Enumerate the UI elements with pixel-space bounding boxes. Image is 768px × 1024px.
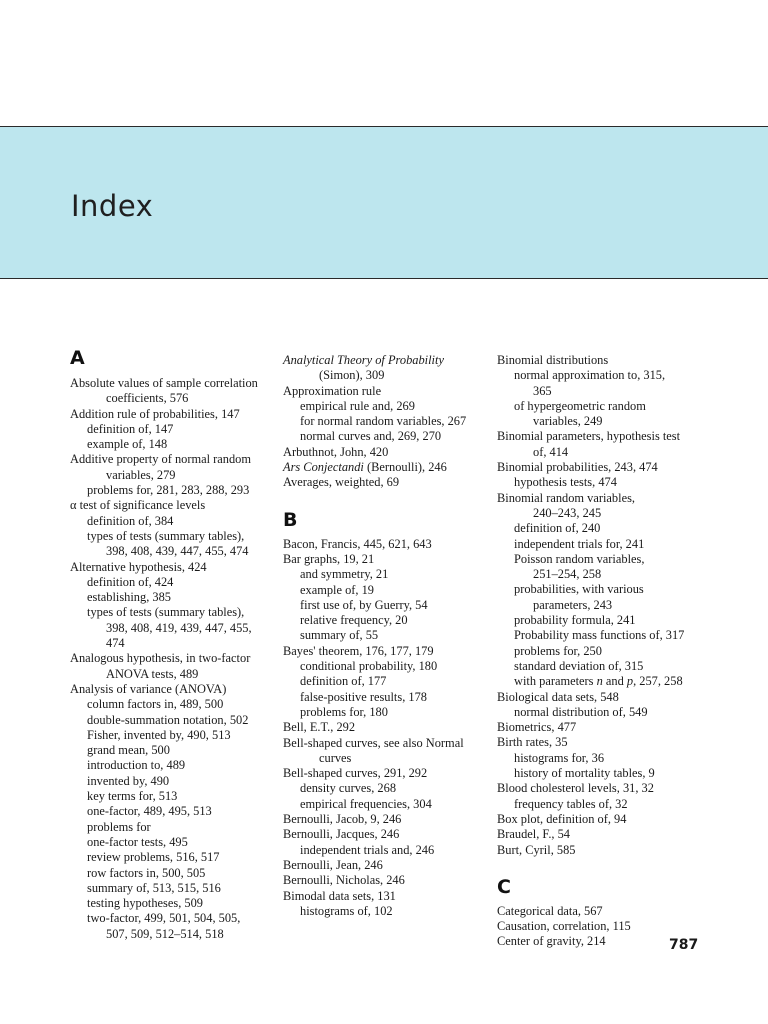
index-entry: 240–243, 245 — [533, 505, 602, 520]
index-subentry-text: and — [602, 674, 627, 689]
index-subentry: Fisher, invented by, 490, 513 — [87, 727, 231, 742]
index-entry: (Simon), 309 — [319, 368, 385, 383]
index-subentry: normal approximation to, 315, — [514, 368, 666, 383]
index-subentry: problems for, 281, 283, 288, 293 — [87, 483, 250, 498]
index-subentry: independent trials and, 246 — [300, 842, 435, 857]
index-entry: Bell-shaped curves, see also Normal — [283, 735, 464, 750]
index-subentry: two-factor, 499, 501, 504, 505, — [87, 911, 241, 926]
index-subentry: probability formula, 241 — [514, 613, 636, 628]
index-entry: ANOVA tests, 489 — [106, 666, 199, 681]
index-entry: Box plot, definition of, 94 — [497, 811, 627, 826]
index-entry: variables, 279 — [106, 467, 176, 482]
index-subentry: testing hypotheses, 509 — [87, 896, 203, 911]
index-entry: Addition rule of probabilities, 147 — [70, 406, 240, 421]
index-entry: Arbuthnot, John, 420 — [283, 444, 389, 459]
index-subentry — [497, 674, 707, 689]
index-subentry: review problems, 516, 517 — [87, 850, 220, 865]
index-subentry: 474 — [106, 636, 125, 651]
chapter-banner — [0, 126, 768, 279]
index-subentry: empirical rule and, 269 — [300, 398, 415, 413]
index-subentry: and symmetry, 21 — [300, 567, 389, 582]
index-entry: Bell-shaped curves, 291, 292 — [283, 766, 428, 781]
index-entry: Bar graphs, 19, 21 — [283, 551, 375, 566]
index-subentry: definition of, 424 — [87, 574, 174, 589]
index-subentry: invented by, 490 — [87, 773, 170, 788]
index-entry: coefficients, 576 — [106, 391, 189, 406]
index-entry: α test of significance levels — [70, 498, 206, 513]
index-subentry: row factors in, 500, 505 — [87, 865, 206, 880]
index-subentry: 398, 408, 419, 439, 447, 455, — [106, 620, 252, 635]
index-subentry: summary of, 55 — [300, 628, 379, 643]
index-subentry-text: , 257, 258 — [633, 674, 683, 689]
index-subentry: histograms of, 102 — [300, 903, 393, 918]
index-subentry: one-factor, 489, 495, 513 — [87, 804, 212, 819]
page-number: 787 — [669, 937, 699, 953]
index-entry: of, 414 — [533, 444, 569, 459]
index-entry-text: (Bernoulli), 246 — [363, 460, 447, 475]
index-entry: Center of gravity, 214 — [497, 934, 606, 949]
index-subentry: problems for, 250 — [514, 643, 602, 658]
index-subentry: conditional probability, 180 — [300, 659, 438, 674]
index-subentry: Poisson random variables, — [514, 551, 645, 566]
index-subentry: empirical frequencies, 304 — [300, 796, 432, 811]
index-subentry: double-summation notation, 502 — [87, 712, 249, 727]
index-subentry: Probability mass functions of, 317 — [514, 628, 685, 643]
index-entry: Birth rates, 35 — [497, 735, 568, 750]
index-entry: Binomial distributions — [497, 353, 609, 367]
section-letter-c: C — [497, 875, 511, 898]
index-subentry: types of tests (summary tables), — [87, 528, 245, 543]
index-subentry: of hypergeometric random — [514, 398, 646, 413]
index-subentry: example of, 148 — [87, 437, 168, 452]
index-subentry: example of, 19 — [300, 582, 374, 597]
index-subentry: 398, 408, 439, 447, 455, 474 — [106, 544, 249, 559]
section-letter-a: A — [70, 347, 85, 369]
index-subentry: hypothesis tests, 474 — [514, 475, 617, 490]
index-entry: Bell, E.T., 292 — [283, 720, 356, 735]
index-entry: Bernoulli, Nicholas, 246 — [283, 873, 405, 888]
index-entry: curves — [319, 750, 352, 765]
index-subentry: definition of, 147 — [87, 421, 174, 436]
index-subentry: 365 — [533, 383, 552, 398]
page-title: Index — [71, 189, 154, 223]
index-subentry: column factors in, 489, 500 — [87, 697, 224, 712]
index-subentry: density curves, 268 — [300, 781, 397, 796]
index-column-1 — [70, 346, 280, 942]
index-subentry: relative frequency, 20 — [300, 613, 408, 628]
index-entry: Biometrics, 477 — [497, 720, 577, 735]
index-subentry-text: with parameters — [514, 674, 597, 689]
index-entry: Bacon, Francis, 445, 621, 643 — [283, 536, 432, 551]
math-variable: n — [596, 674, 603, 689]
index-entry: Alternative hypothesis, 424 — [70, 559, 207, 574]
index-subentry: types of tests (summary tables), — [87, 605, 245, 620]
index-subentry: for normal random variables, 267 — [300, 414, 467, 429]
index-subentry: normal distribution of, 549 — [514, 704, 648, 719]
index-subentry: one-factor tests, 495 — [87, 834, 188, 849]
math-variable: p — [626, 674, 634, 689]
index-column-3 — [497, 346, 707, 950]
index-entry — [283, 353, 493, 368]
index-subentry: introduction to, 489 — [87, 758, 186, 773]
index-entry: Bernoulli, Jacob, 9, 246 — [283, 812, 402, 827]
index-subentry: probabilities, with various — [514, 582, 644, 597]
index-entry: Blood cholesterol levels, 31, 32 — [497, 781, 654, 796]
index-subentry: definition of, 177 — [300, 674, 387, 689]
index-subentry: 507, 509, 512–514, 518 — [106, 926, 224, 941]
index-subentry: grand mean, 500 — [87, 743, 170, 758]
index-subentry: 251–254, 258 — [533, 567, 602, 582]
index-subentry: false-positive results, 178 — [300, 689, 427, 704]
index-subentry: problems for, 180 — [300, 704, 388, 719]
index-subentry: problems for — [87, 819, 151, 834]
index-column-2 — [283, 346, 493, 919]
index-subentry: key terms for, 513 — [87, 789, 178, 804]
index-entry: Binomial parameters, hypothesis test — [497, 429, 681, 444]
index-entry: Bernoulli, Jean, 246 — [283, 857, 383, 872]
index-entry: Bayes' theorem, 176, 177, 179 — [283, 643, 434, 658]
index-entry: Causation, correlation, 115 — [497, 919, 631, 934]
index-entry: Absolute values of sample correlation — [70, 376, 258, 390]
index-entry: Bimodal data sets, 131 — [283, 888, 396, 903]
index-entry: Analysis of variance (ANOVA) — [70, 681, 227, 696]
index-entry: Burt, Cyril, 585 — [497, 842, 576, 857]
index-subentry: definition of, 384 — [87, 513, 174, 528]
index-entry: Bernoulli, Jacques, 246 — [283, 827, 400, 842]
book-title: Analytical Theory of Probability — [283, 353, 444, 367]
index-subentry: standard deviation of, 315 — [514, 658, 644, 673]
index-subentry: first use of, by Guerry, 54 — [300, 597, 428, 612]
index-subentry: variables, 249 — [533, 414, 603, 429]
index-subentry: parameters, 243 — [533, 597, 613, 612]
index-entry — [283, 460, 493, 475]
index-entry: Analogous hypothesis, in two-factor — [70, 651, 251, 666]
index-entry: Categorical data, 567 — [497, 903, 603, 918]
index-subentry: independent trials for, 241 — [514, 536, 645, 551]
index-subentry: normal curves and, 269, 270 — [300, 429, 442, 444]
index-entry: Averages, weighted, 69 — [283, 475, 400, 490]
index-entry: Binomial probabilities, 243, 474 — [497, 460, 658, 475]
index-entry: Approximation rule — [283, 383, 382, 398]
index-subentry: definition of, 240 — [514, 521, 601, 536]
index-entry: Additive property of normal random — [70, 452, 251, 467]
index-subentry: history of mortality tables, 9 — [514, 766, 655, 781]
index-entry: Binomial random variables, — [497, 490, 635, 505]
index-entry: Biological data sets, 548 — [497, 689, 619, 704]
book-title: Ars Conjectandi — [283, 460, 364, 475]
index-subentry: histograms for, 36 — [514, 750, 605, 765]
index-subentry: frequency tables of, 32 — [514, 796, 628, 811]
index-entry: Braudel, F., 54 — [497, 827, 570, 842]
section-letter-b: B — [283, 508, 298, 531]
index-subentry: summary of, 513, 515, 516 — [87, 880, 221, 895]
index-subentry: establishing, 385 — [87, 590, 171, 605]
